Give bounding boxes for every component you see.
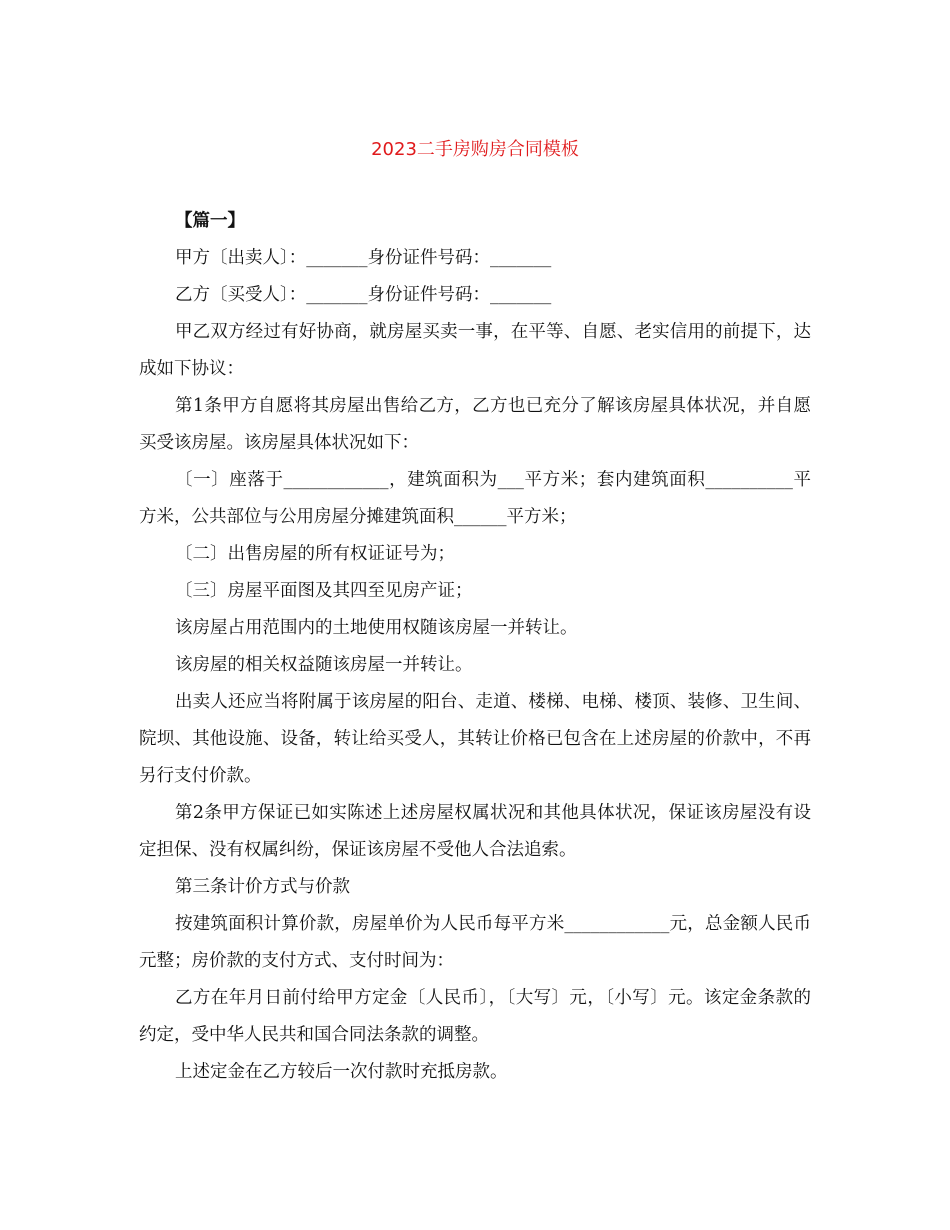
article-1: 第1条甲方自愿将其房屋出售给乙方，乙方也已充分了解该房屋具体状况，并自愿买受该房屋。该房屋具体状况如下： [139,396,811,453]
article-2: 第2条甲方保证已如实陈述上述房屋权属状况和其他具体状况，保证该房屋没有设定担保、没有权属纠纷，保证该房屋不受他人合法追索。 [139,803,811,860]
document-title: 2023二手房购房合同模板 [371,139,579,160]
clause-2-certificate: 〔二〕出售房屋的所有权证证号为； [175,544,455,564]
article-3-heading: 第三条计价方式与价款 [175,877,350,897]
deposit-offset-paragraph: 上述定金在乙方较后一次付款时充抵房款。 [175,1062,508,1082]
document-body [139,203,811,1091]
deposit-paragraph: 乙方在年月日前付给甲方定金〔人民币〕，〔大写〕元，〔小写〕元。该定金条款的约定，受中华人民共和国合同法条款的调整。 [139,988,811,1045]
price-paragraph: 按建筑面积计算价款，房屋单价为人民币每平方米____________元，总金额人民币元整；房价款的支付方式、支付时间为： [139,914,811,971]
appurtenances-paragraph: 出卖人还应当将附属于该房屋的阳台、走道、楼梯、电梯、楼顶、装修、卫生间、院坝、其他设施、设备，转让给买受人，其转让价格已包含在上述房屋的价款中，不再另行支付价款。 [139,692,811,786]
clause-1-location: 〔一〕座落于____________，建筑面积为___平方米；套内建筑面积__________平方米，公共部位与公用房屋分摊建筑面积______平方米； [139,470,811,527]
clause-3-floorplan: 〔三〕房屋平面图及其四至见房产证； [175,581,473,601]
agreement-intro: 甲乙双方经过有好协商，就房屋买卖一事，在平等、自愿、老实信用的前提下，达成如下协议： [139,322,811,379]
rights-paragraph: 该房屋的相关权益随该房屋一并转让。 [175,655,473,675]
party-b-line: 乙方〔买受人〕：_______身份证件号码：_______ [175,285,552,305]
party-a-line: 甲方〔出卖人〕：_______身份证件号码：_______ [175,248,552,268]
land-use-paragraph: 该房屋占用范围内的土地使用权随该房屋一并转让。 [175,618,578,638]
section-label: 【篇一】 [175,211,245,231]
